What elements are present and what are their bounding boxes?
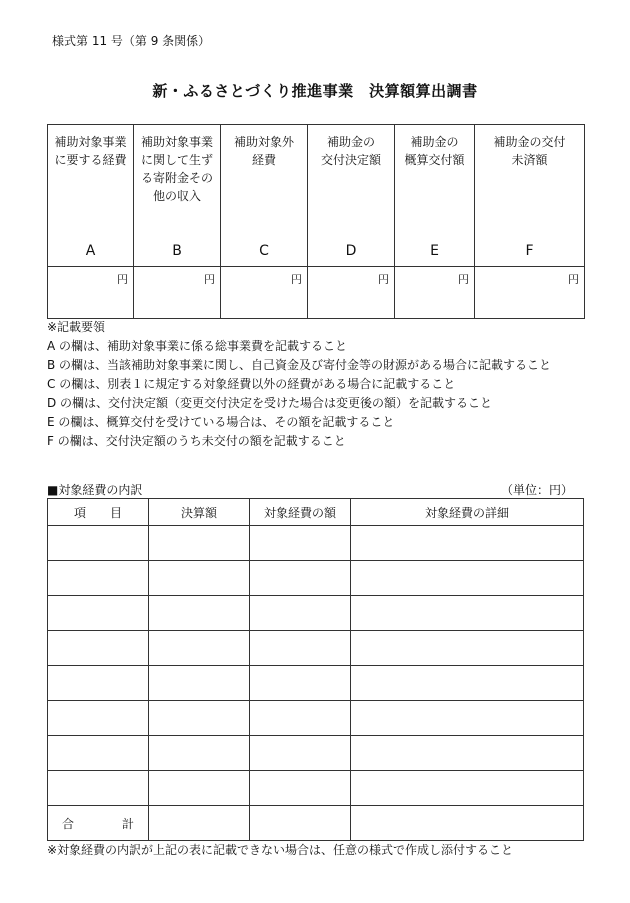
detail-column-header: 対象経費の詳細: [351, 499, 584, 526]
settlement-cell[interactable]: [149, 631, 250, 666]
settlement-cell[interactable]: [149, 561, 250, 596]
eligible-amount-cell[interactable]: [250, 631, 351, 666]
note-item: E の欄は、概算交付を受けている場合は、その額を記載すること: [47, 415, 395, 429]
item-cell[interactable]: [48, 596, 149, 631]
settlement-cell[interactable]: [149, 701, 250, 736]
table-row: [48, 771, 584, 806]
note-item: F の欄は、交付決定額のうち未交付の額を記載すること: [47, 434, 346, 448]
total-label-left: 合: [62, 816, 75, 831]
column-e-label: 補助金の 概算交付額: [404, 135, 465, 167]
form-number: 様式第 11 号（第 9 条関係）: [52, 34, 211, 48]
settlement-cell[interactable]: [149, 771, 250, 806]
column-f-label: 補助金の交付 未済額: [493, 135, 566, 167]
table-row: [48, 561, 584, 596]
breakdown-header-row: [48, 499, 584, 526]
detail-cell[interactable]: [351, 701, 584, 736]
total-label-cell: [48, 806, 149, 841]
detail-cell[interactable]: [351, 631, 584, 666]
item-cell[interactable]: [48, 526, 149, 561]
column-d-letter: D: [345, 243, 357, 259]
summary-header-row: [48, 125, 585, 267]
table-row: [48, 701, 584, 736]
breakdown-title: ■対象経費の内訳: [47, 483, 143, 497]
note-item: B の欄は、当該補助対象事業に関し、自己資金及び寄付金等の財源がある場合に記載すること: [47, 358, 552, 372]
table-row: [48, 666, 584, 701]
footnote: ※対象経費の内訳が上記の表に記載できない場合は、任意の様式で作成し添付すること: [47, 843, 514, 857]
summary-table: [47, 124, 585, 319]
notes-heading: ※記載要領: [47, 320, 106, 334]
eligible-amount-cell[interactable]: [250, 771, 351, 806]
eligible-amount-cell[interactable]: [250, 596, 351, 631]
column-c-amount-cell[interactable]: 円: [221, 267, 308, 319]
column-f-amount-cell[interactable]: 円: [475, 267, 585, 319]
settlement-cell[interactable]: [149, 736, 250, 771]
item-column-header: 項 目: [48, 499, 149, 526]
table-row: [48, 526, 584, 561]
eligible-amount-cell[interactable]: [250, 701, 351, 736]
item-cell[interactable]: [48, 736, 149, 771]
detail-cell[interactable]: [351, 666, 584, 701]
column-e-amount-cell[interactable]: 円: [395, 267, 475, 319]
eligible-amount-cell[interactable]: [250, 561, 351, 596]
settlement-column-header: 決算額: [149, 499, 250, 526]
table-row: [48, 596, 584, 631]
note-item: D の欄は、交付決定額（変更交付決定を受けた場合は変更後の額）を記載すること: [47, 396, 493, 410]
column-e-letter: E: [430, 243, 439, 259]
item-cell[interactable]: [48, 631, 149, 666]
detail-cell[interactable]: [351, 561, 584, 596]
settlement-cell[interactable]: [149, 526, 250, 561]
detail-cell[interactable]: [351, 526, 584, 561]
item-cell[interactable]: [48, 666, 149, 701]
column-a-amount-cell[interactable]: 円: [48, 267, 134, 319]
note-item: A の欄は、補助対象事業に係る総事業費を記載すること: [47, 339, 348, 353]
column-f-header: [475, 125, 585, 267]
notes-section: [47, 318, 551, 451]
eligible-amount-cell[interactable]: [250, 736, 351, 771]
column-a-header: [48, 125, 134, 267]
column-c-letter: C: [259, 243, 269, 259]
detail-cell[interactable]: [351, 736, 584, 771]
table-row: [48, 631, 584, 666]
column-c-header: [221, 125, 308, 267]
unit-label: （単位：円）: [500, 483, 573, 497]
table-row: [48, 736, 584, 771]
item-cell[interactable]: [48, 771, 149, 806]
settlement-cell[interactable]: [149, 596, 250, 631]
column-b-amount-cell[interactable]: 円: [134, 267, 221, 319]
total-label-right: 計: [121, 816, 134, 831]
column-f-letter: F: [525, 243, 534, 259]
column-a-label: 補助対象事業 に要する経費: [54, 135, 127, 167]
column-b-header: [134, 125, 221, 267]
eligible-amount-cell[interactable]: [250, 526, 351, 561]
column-e-header: [395, 125, 475, 267]
item-cell[interactable]: [48, 701, 149, 736]
detail-cell[interactable]: [351, 771, 584, 806]
summary-amount-row: [48, 267, 585, 319]
total-row: [48, 806, 584, 841]
total-detail-cell[interactable]: [351, 806, 584, 841]
column-d-label: 補助金の 交付決定額: [320, 135, 381, 167]
eligible-amount-cell[interactable]: [250, 666, 351, 701]
column-b-letter: B: [172, 243, 182, 259]
total-eligible-amount-cell[interactable]: [250, 806, 351, 841]
document-title: 新・ふるさとづくり推進事業 決算額算出調書: [152, 82, 478, 100]
column-b-label: 補助対象事業 に関して生ず る寄附金その 他の収入: [140, 135, 213, 203]
column-d-amount-cell[interactable]: 円: [308, 267, 395, 319]
total-settlement-cell[interactable]: [149, 806, 250, 841]
column-d-header: [308, 125, 395, 267]
detail-cell[interactable]: [351, 596, 584, 631]
note-item: C の欄は、別表１に規定する対象経費以外の経費がある場合に記載すること: [47, 377, 456, 391]
settlement-cell[interactable]: [149, 666, 250, 701]
item-cell[interactable]: [48, 561, 149, 596]
eligible-amount-column-header: 対象経費の額: [250, 499, 351, 526]
breakdown-table: [47, 498, 584, 841]
column-c-label: 補助対象外 経費: [233, 135, 294, 167]
column-a-letter: A: [85, 243, 96, 259]
